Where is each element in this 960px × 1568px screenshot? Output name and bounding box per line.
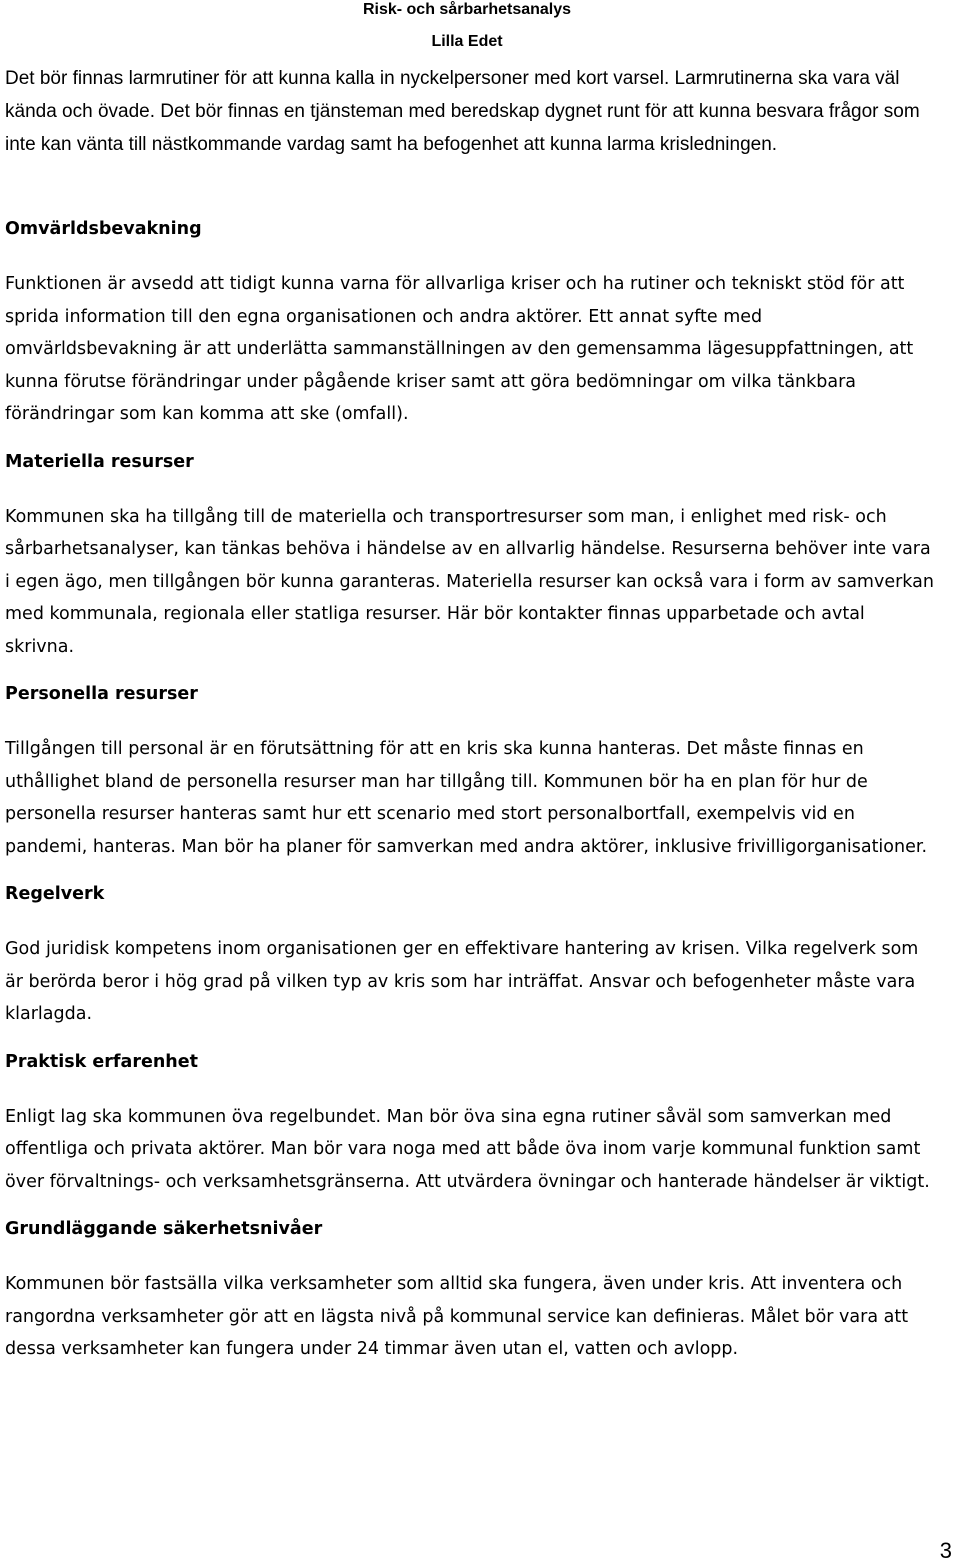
section-grundlaggande-sakerhetsnivaer bbox=[5, 1212, 935, 1366]
document-title: Risk- och sårbarhetsanalys bbox=[362, 1, 572, 18]
section-paragraph: Kommunen bör fastsälla vilka verksamheter som alltid ska fungera, även under kris. Att inventera och rangordna verksamheter gör att en lägsta nivå på kommunal service kan definieras. Målet bör vara att dessa verksamheter kan fungera under 24 timmar även utan el, vatten och avlopp. bbox=[5, 1274, 909, 1359]
section-heading: Regelverk bbox=[5, 884, 105, 904]
section-praktisk-erfarenhet bbox=[5, 1045, 935, 1199]
section-heading: Personella resurser bbox=[5, 684, 198, 704]
section-heading: Materiella resurser bbox=[5, 451, 194, 472]
section-heading: Grundläggande säkerhetsnivåer bbox=[5, 1219, 323, 1239]
page-number: 3 bbox=[939, 1538, 952, 1563]
section-heading: Praktisk erfarenhet bbox=[5, 1051, 198, 1072]
section-personella-resurser bbox=[5, 677, 935, 863]
section-paragraph: Funktionen är avsedd att tidigt kunna varna för allvarliga kriser och ha rutiner och tekniskt stöd för att sprida information till den egna organisationen och andra aktörer. Ett annat syfte med omvärldsbevakning är att underlätta sammanställningen av den gemensamma lägesuppfattningen, att kunna förutse förändringar under pågående kriser samt att göra bedömningar om vilka tänkbara förändringar som kan komma att ske (omfall). bbox=[5, 274, 914, 424]
section-paragraph: Tillgången till personal är en förutsättning för att en kris ska kunna hanteras. Det måste finnas en uthållighet bland de personella resurser man har tillgång till. Kommunen bör ha en plan för hur de personella resurser hanteras samt hur ett scenario med stort personalbortfall, exempelvis vid en pandemi, hanteras. Man bör ha planer för samverkan med andra aktörer, inklusive frivilligorganisationer. bbox=[5, 739, 928, 857]
section-materiella-resurser bbox=[5, 445, 935, 664]
section-paragraph: Enligt lag ska kommunen öva regelbundet. Man bör öva sina egna rutiner såväl som samverkan med offentliga och privata aktörer. Man bör vara noga med att både öva inom varje kommunal funktion samt över förvaltnings- och verksamhetsgränserna. Att utvärdera övningar och hanterade händelser är viktigt. bbox=[5, 1106, 930, 1192]
section-paragraph: Kommunen ska ha tillgång till de materiella och transportresurser som man, i enlighet med risk- och sårbarhetsanalyser, kan tänkas behöva i händelse av en allvarlig händelse. Resurserna behöver inte vara i egen ägo, men tillgången bör kunna garanteras. Materiella resurser kan också vara i form av samverkan med kommunala, regionala eller statliga resurser. Här bör kontakter finnas upparbetade och avtal skrivna. bbox=[5, 506, 934, 657]
section-heading: Omvärldsbevakning bbox=[5, 219, 202, 239]
document-subtitle: Lilla Edet bbox=[431, 33, 503, 50]
section-omvarldsbevakning bbox=[5, 212, 935, 431]
section-paragraph: God juridisk kompetens inom organisationen ger en effektivare hantering av krisen. Vilka regelverk som är berörda beror i hög grad på vilken typ av kris som har inträffat. Ansvar och befogenheter måste vara klarlagda. bbox=[5, 939, 919, 1024]
document-body bbox=[5, 212, 935, 1380]
section-regelverk bbox=[5, 877, 935, 1031]
intro-paragraph: Det bör finnas larmrutiner för att kunna kalla in nyckelpersoner med kort varsel. Larmrutinerna ska vara väl kända och övade. Det bör finnas en tjänsteman med beredskap dygnet runt för att kunna besvara frågor som inte kan vänta till nästkommande vardag samt ha befogenhet att kunna larma krisledningen. bbox=[5, 68, 920, 155]
